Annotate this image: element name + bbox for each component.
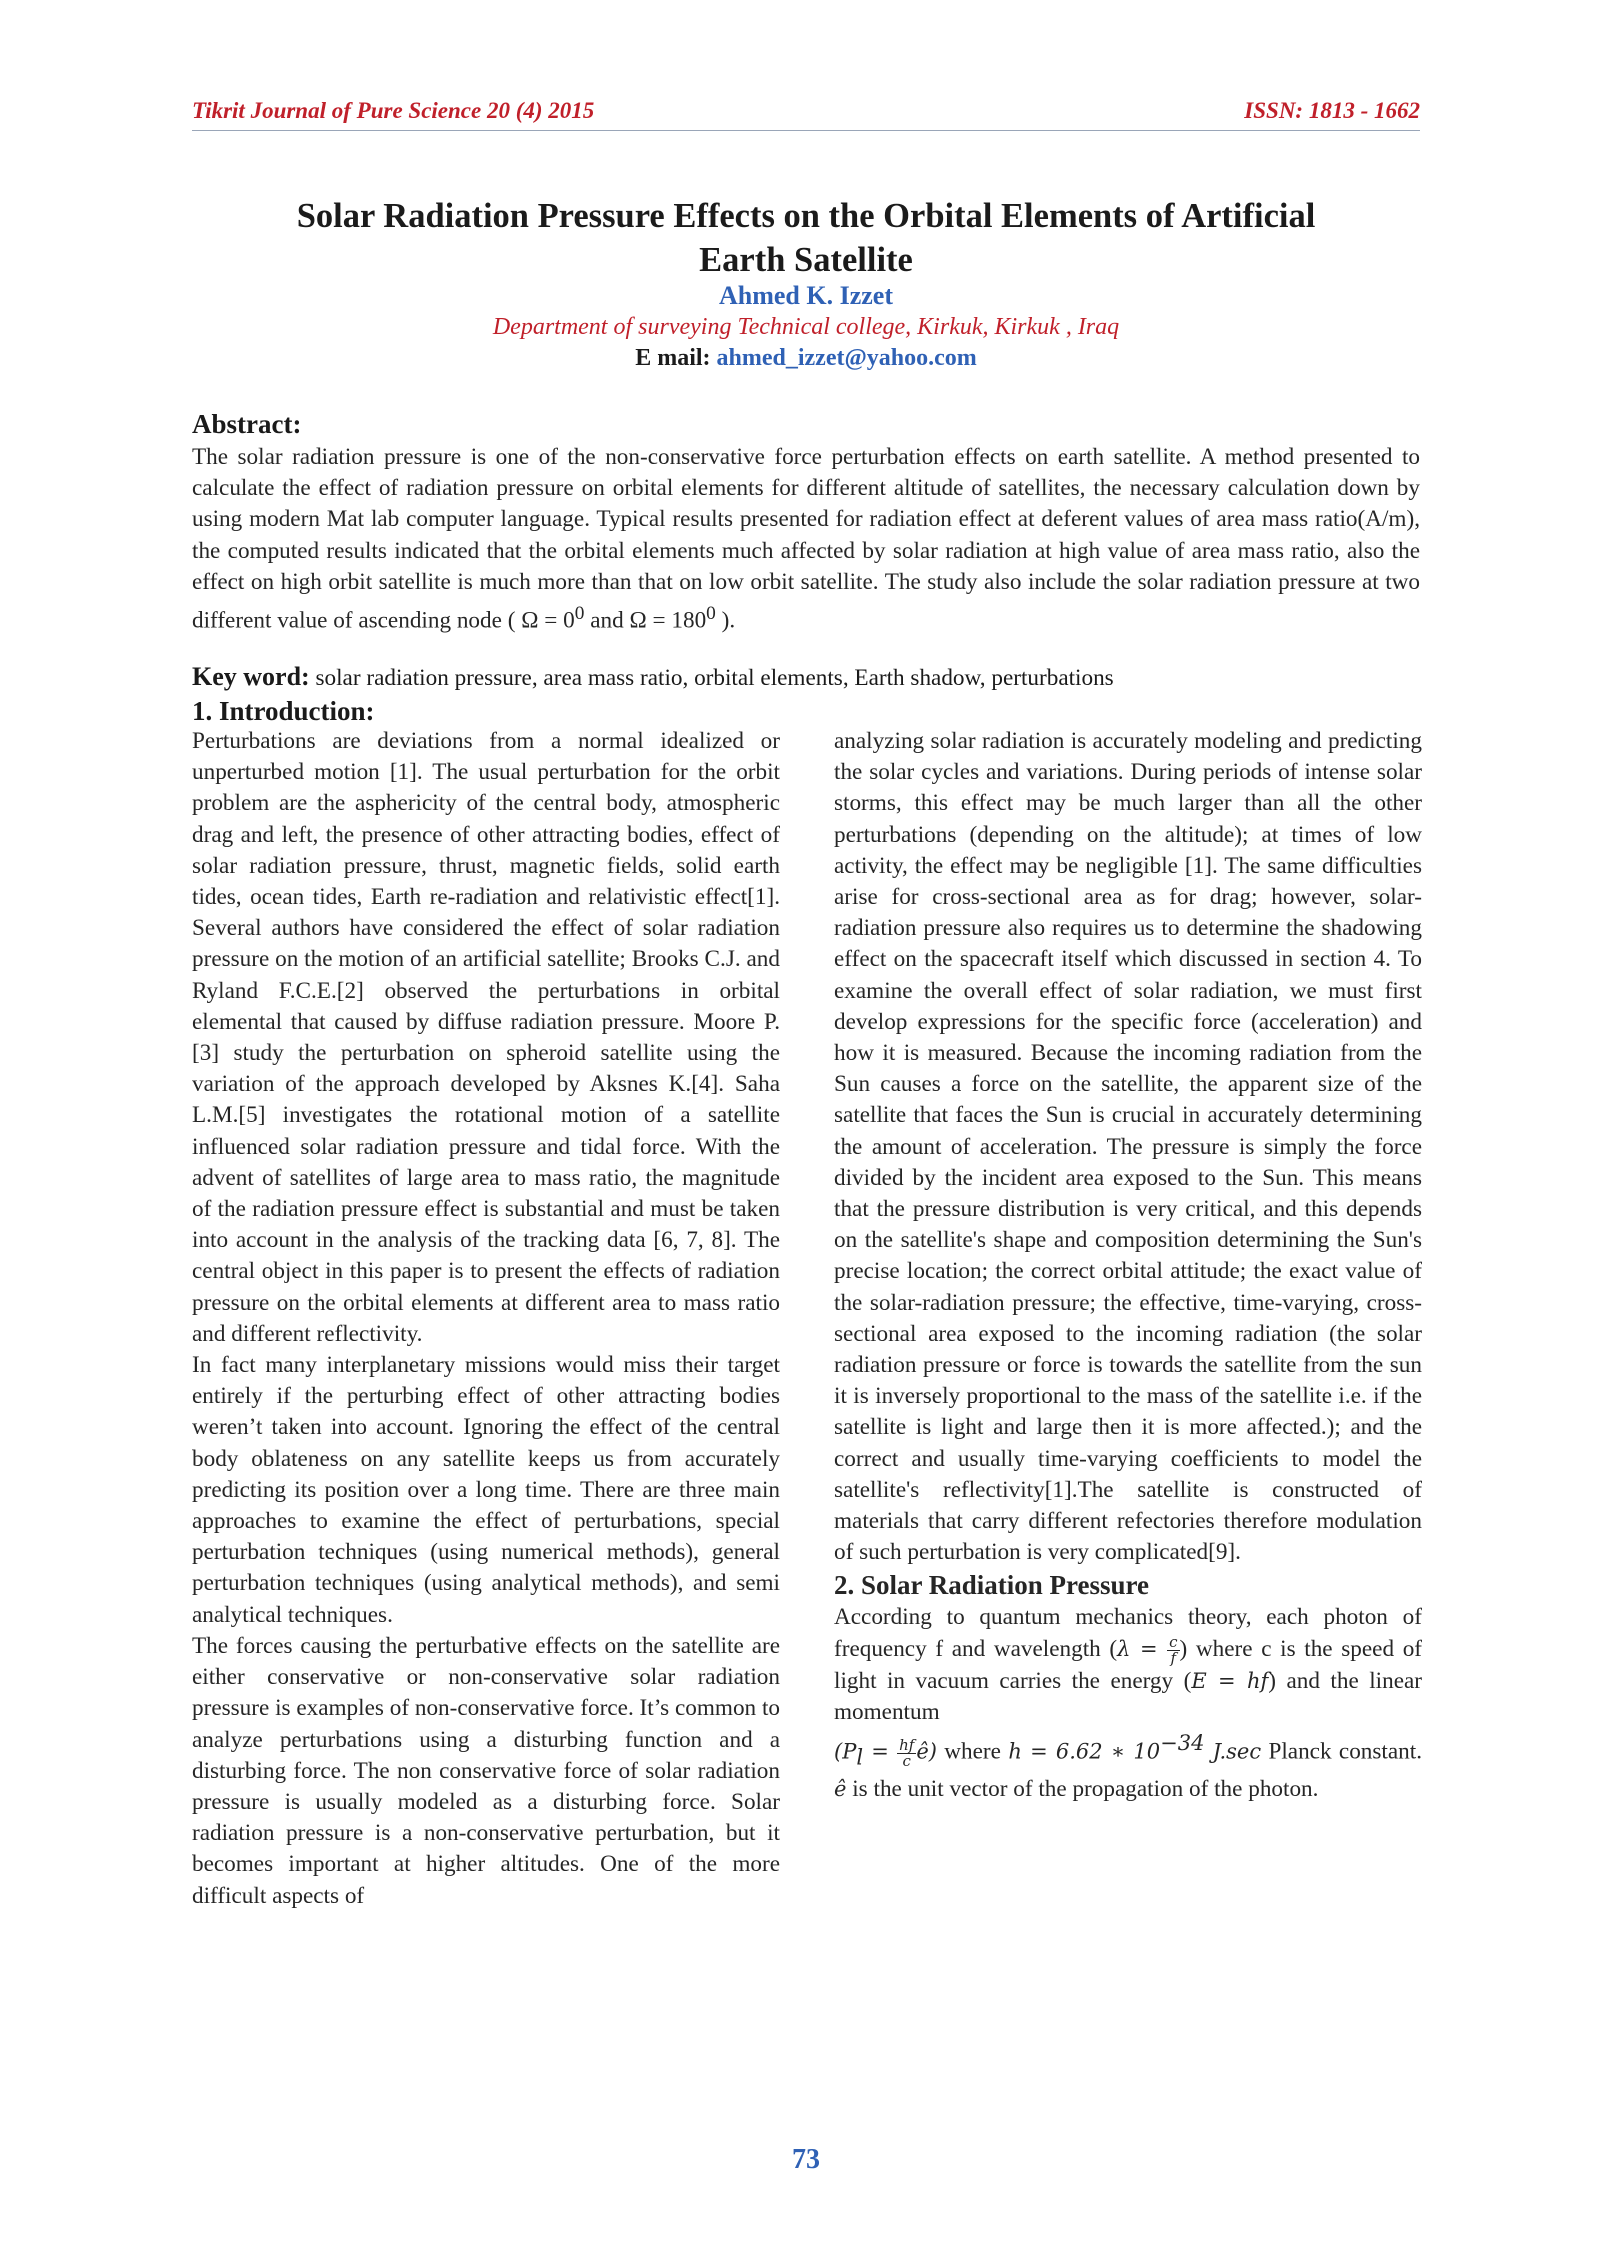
- author-name: Ahmed K. Izzet: [718, 281, 893, 310]
- abstract-text: [192, 442, 1420, 637]
- s2-text-6: is the unit vector of the propagation of the photon.: [846, 1775, 1319, 1802]
- email-label: E mail:: [635, 345, 717, 371]
- omega-zero: Ω = 0: [515, 607, 575, 634]
- abstract-and: and: [584, 607, 630, 634]
- keywords-label: Key word:: [192, 662, 310, 691]
- momentum-sub-l: l: [856, 1745, 864, 1770]
- abstract-heading: Abstract:: [192, 409, 302, 439]
- intro-paragraph-3: The forces causing the perturbative effects on the satellite are either conservative or non-conservative solar radiation pressure is examples of non-conservative force. It’s common to analyze perturbations using a disturbing function and a disturbing force. The non conservative force of solar radiation pressure is usually modeled as a disturbing force. Solar radiation pressure is a non-conservative perturbation, but it becomes important at higher altitudes. One of the more difficult aspects of: [192, 1632, 780, 1909]
- s2-text-4: where: [936, 1739, 1009, 1765]
- journal-header: Tikrit Journal of Pure Science 20 (4) 2015: [192, 98, 595, 123]
- keywords-text: solar radiation pressure, area mass ratio, orbital elements, Earth shadow, perturbations: [309, 665, 1114, 691]
- page-number: 73: [792, 2144, 820, 2175]
- degree-sup-1: 0: [574, 603, 585, 625]
- s2-text-2: ) where c is the speed of light in vacuum carries the energy (: [834, 1635, 1423, 1694]
- s2-text-3: ) and the linear momentum: [834, 1667, 1423, 1726]
- intro-paragraph-4: analyzing solar radiation is accurately modeling and predicting the solar cycles and variations. During periods of intense solar storms, this effect may be much larger than all the other perturbations (depending on the altitude); at times of low activity, the effect may be negligible [1]. The same difficulties arise for cross-sectional area as for drag; however, solar-radiation pressure also requires us to determine the shadowing effect on the spacecraft itself which discussed in section 4. To examine the overall effect of solar radiation, we must first develop expressions for the specific force (acceleration) and how it is measured. Because the incoming radiation from the Sun causes a force on the satellite, the apparent size of the satellite that faces the Sun is crucial in accurately determining the amount of acceleration. The pressure is simply the force divided by the incident area exposed to the Sun. This means that the pressure distribution is very critical, and this depends on the satellite's shape and composition determining the Sun's precise location; the correct orbital attitude; the exact value of the solar-radiation pressure; the effective, time-varying, cross-sectional area exposed to the incoming radiation (the solar radiation pressure or force is towards the satellite from the sun it is inversely proportional to the mass of the satellite i.e. if the satellite is light and large then it is more affected.); and the correct and usually time-varying coefficients to model the satellite's reflectivity[1].The satellite is constructed of materials that carry different refectories therefore modulation of such perturbation is very complicated[9].: [834, 728, 1422, 1566]
- momentum-eq: =: [863, 1740, 898, 1764]
- frac-num-c: c: [1169, 1632, 1178, 1651]
- paper-title: [192, 194, 1420, 282]
- omega-180: Ω = 180: [629, 607, 707, 634]
- lambda-eq: λ =: [1117, 1636, 1168, 1661]
- frac-den-c: c: [902, 1752, 911, 1771]
- s2-text-5: Planck constant.: [1261, 1739, 1422, 1765]
- author-email-line: [0, 345, 1600, 372]
- title-line-1: Solar Radiation Pressure Effects on the Orbital Elements of Artificial: [296, 197, 1316, 235]
- c-over-f: [1167, 1632, 1179, 1667]
- s2-text-1: According to quantum mechanics theory, each photon of frequency f and wavelength (: [834, 1604, 1422, 1662]
- planck-exponent: −34: [1160, 1731, 1205, 1756]
- abstract-body: The solar radiation pressure is one of the non-conservative force perturbation effects on earth satellite. A method presented to calculate the effect of radiation pressure on orbital elements for different altitude of satellites, the necessary calculation down by using modern Mat lab computer language. Typical results presented for radiation effect at deferent values of area mass ratio(A/m), the computed results indicated that the orbital elements much affected by solar radiation at high value of area mass ratio, also the effect on high orbit satellite is much more than that on low orbit satellite. The study also include the solar radiation pressure at two different value of ascending node (: [192, 444, 1420, 634]
- degree-sup-2: 0: [706, 603, 716, 625]
- introduction-heading: 1. Introduction:: [192, 696, 375, 726]
- unit-vector-e: ê): [916, 1740, 937, 1764]
- title-line-2: Earth Satellite: [699, 241, 913, 279]
- unit-vector-e-2: ê: [834, 1776, 847, 1801]
- hf-over-c: [897, 1738, 916, 1769]
- energy-eq: E = hf: [1191, 1668, 1269, 1693]
- section-2-paragraph: [834, 1602, 1422, 1805]
- section-2-heading: 2. Solar Radiation Pressure: [834, 1570, 1150, 1601]
- frac-den-f: f: [1170, 1648, 1177, 1667]
- abstract-close: ).: [715, 607, 736, 634]
- planck-eq: h = 6.62 ∗ 10: [1008, 1740, 1161, 1764]
- email-address[interactable]: ahmed_izzet@yahoo.com: [716, 345, 977, 371]
- planck-unit: J.sec: [1204, 1740, 1262, 1764]
- issn-header: ISSN: 1813 - 1662: [1244, 98, 1420, 123]
- right-column: [834, 726, 1422, 1805]
- left-column: [192, 726, 780, 1912]
- frac-num-hf: hf: [899, 1736, 915, 1755]
- momentum-pl: (P: [834, 1740, 857, 1764]
- intro-paragraph-1: Perturbations are deviations from a normal idealized or unperturbed motion [1]. The usual perturbation for the orbit problem are the asphericity of the central body, atmospheric drag and left, the presence of other attracting bodies, effect of solar radiation pressure, thrust, magnetic fields, solid earth tides, ocean tides, Earth re-radiation and relativistic effect[1]. Several authors have considered the effect of solar radiation pressure on the motion of an artificial satellite; Brooks C.J. and Ryland F.C.E.[2] observed the perturbations in orbital elemental that caused by diffuse radiation pressure. Moore P.[3] study the perturbation on spheroid satellite using the variation of the approach developed by Aksnes K.[4]. Saha L.M.[5] investigates the rotational motion of a satellite influenced solar radiation pressure and tidal force. With the advent of satellites of large area to mass ratio, the magnitude of the radiation pressure effect is substantial and must be taken into account in the analysis of the tracking data [6, 7, 8]. The central object in this paper is to present the effects of radiation pressure on the orbital elements at different area to mass ratio and different reflectivity.: [192, 728, 780, 1347]
- intro-paragraph-2: In fact many interplanetary missions would miss their target entirely if the perturbing effect of other attracting bodies weren’t taken into account. Ignoring the effect of the central body oblateness on any satellite keeps us from accurately predicting its position over a long time. There are three main approaches to examine the effect of perturbations, special perturbation techniques (using numerical methods), general perturbation techniques (using analytical methods), and semi analytical techniques.: [192, 1352, 780, 1628]
- header-rule: [192, 130, 1420, 131]
- keywords: [192, 662, 1420, 692]
- author-affiliation: Department of surveying Technical college, Kirkuk, Kirkuk , Iraq: [492, 314, 1120, 340]
